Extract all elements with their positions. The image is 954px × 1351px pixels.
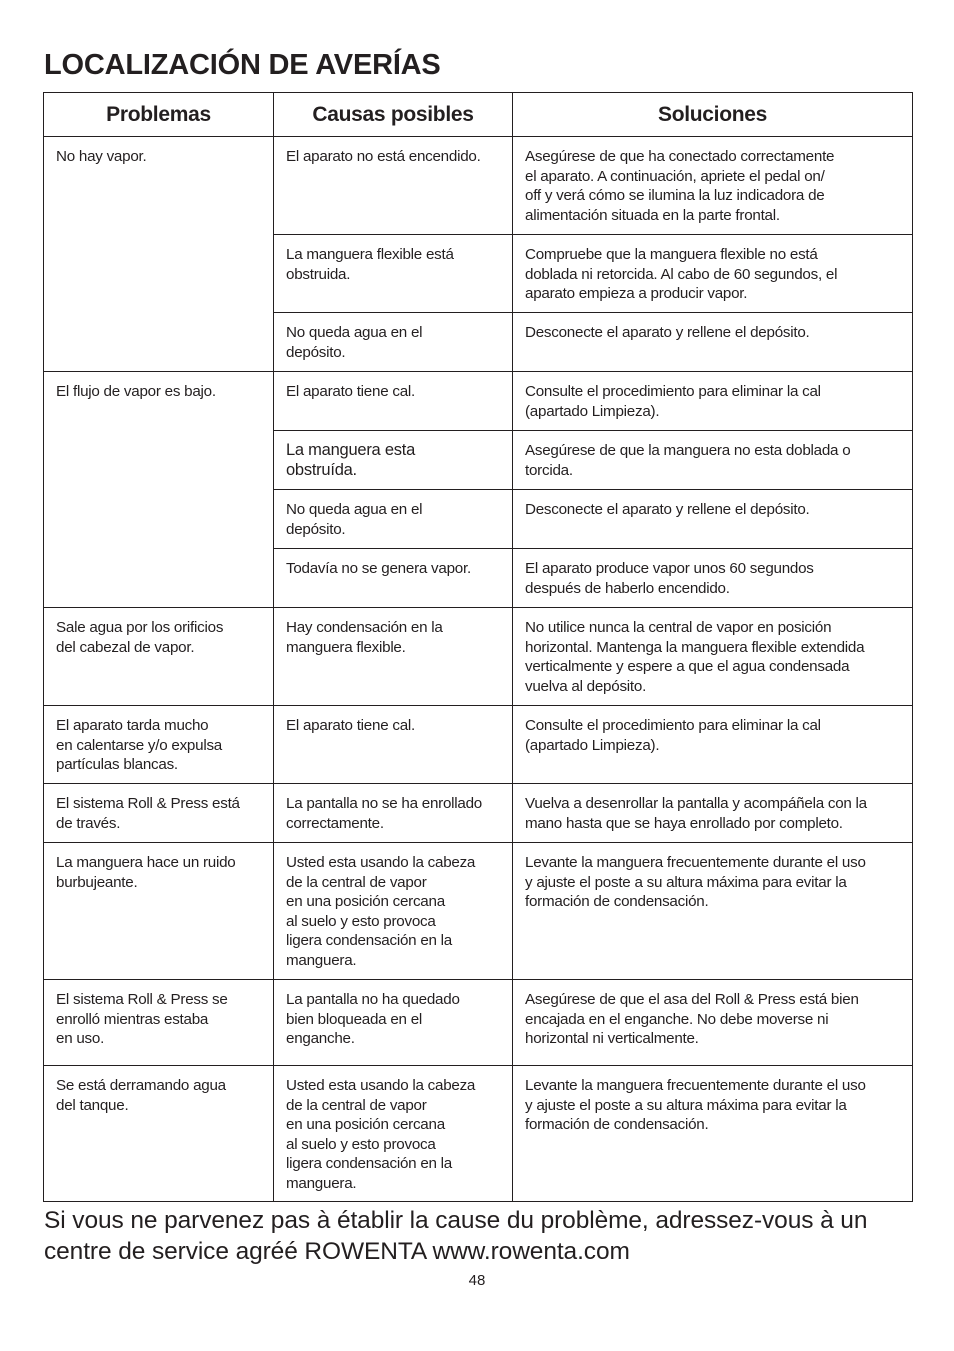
solution-cell: El aparato produce vapor unos 60 segundos después de haberlo encendido. [513, 549, 913, 608]
table-row [44, 843, 913, 980]
page-title: LOCALIZACIÓN DE AVERÍAS [44, 49, 441, 81]
solution-cell: Consulte el procedimiento para eliminar la cal (apartado Limpieza). [513, 706, 913, 784]
table-row [44, 1066, 913, 1202]
solution-cell: Desconecte el aparato y rellene el depósito. [513, 490, 913, 549]
solution-cell: Consulte el procedimiento para eliminar la cal (apartado Limpieza). [513, 372, 913, 431]
solution-cell: Asegúrese de que el asa del Roll & Press está bien encajada en el enganche. No debe moverse ni horizontal ni verticalmente. [513, 980, 913, 1066]
cause-cell: La manguera esta obstruída. [274, 431, 513, 490]
cause-cell: El aparato tiene cal. [274, 706, 513, 784]
problem-cell: El sistema Roll & Press está de través. [44, 784, 274, 843]
solution-cell: Levante la manguera frecuentemente durante el uso y ajuste el poste a su altura máxima para evitar la formación de condensación. [513, 843, 913, 980]
cause-cell: No queda agua en el depósito. [274, 313, 513, 372]
table-row [44, 137, 913, 235]
solution-cell: Asegúrese de que la manguera no esta doblada o torcida. [513, 431, 913, 490]
header-soluciones: Soluciones [513, 93, 913, 137]
problem-cell: La manguera hace un ruido burbujeante. [44, 843, 274, 980]
page-number: 48 [468, 1272, 486, 1289]
cause-cell: La pantalla no se ha enrollado correctamente. [274, 784, 513, 843]
solution-cell: Levante la manguera frecuentemente durante el uso y ajuste el poste a su altura máxima para evitar la formación de condensación. [513, 1066, 913, 1202]
problem-cell: Se está derramando agua del tanque. [44, 1066, 274, 1202]
cause-cell: No queda agua en el depósito. [274, 490, 513, 549]
solution-cell: Desconecte el aparato y rellene el depósito. [513, 313, 913, 372]
table-row [44, 608, 913, 706]
problem-cell: No hay vapor. [44, 137, 274, 372]
table-row [44, 372, 913, 431]
solution-cell: Vuelva a desenrollar la pantalla y acompáñela con la mano hasta que se haya enrollado por completo. [513, 784, 913, 843]
header-problemas: Problemas [44, 93, 274, 137]
cause-cell: Usted esta usando la cabeza de la central de vapor en una posición cercana al suelo y esto provoca ligera condensación en la manguera. [274, 843, 513, 980]
cause-cell: Usted esta usando la cabeza de la central de vapor en una posición cercana al suelo y esto provoca ligera condensación en la manguera. [274, 1066, 513, 1202]
table-header-row [44, 93, 913, 137]
header-causas: Causas posibles [274, 93, 513, 137]
problem-cell: Sale agua por los orificios del cabezal de vapor. [44, 608, 274, 706]
cause-cell: Hay condensación en la manguera flexible. [274, 608, 513, 706]
problem-cell: El aparato tarda mucho en calentarse y/o expulsa partículas blancas. [44, 706, 274, 784]
troubleshooting-table [43, 92, 913, 1202]
service-footer-note: Si vous ne parvenez pas à établir la cause du problème, adressez-vous à un centre de service agréé ROWENTA www.rowenta.com [44, 1207, 868, 1265]
table-row [44, 706, 913, 784]
solution-cell: Compruebe que la manguera flexible no está doblada ni retorcida. Al cabo de 60 segundos, el aparato empieza a producir vapor. [513, 235, 913, 313]
cause-cell: Todavía no se genera vapor. [274, 549, 513, 608]
solution-cell: No utilice nunca la central de vapor en posición horizontal. Mantenga la manguera flexible extendida verticalmente y espere a que el agua condensada vuelva al depósito. [513, 608, 913, 706]
problem-cell: El sistema Roll & Press se enrolló mientras estaba en uso. [44, 980, 274, 1066]
table-row [44, 784, 913, 843]
cause-cell: El aparato no está encendido. [274, 137, 513, 235]
problem-cell: El flujo de vapor es bajo. [44, 372, 274, 608]
cause-cell: El aparato tiene cal. [274, 372, 513, 431]
solution-cell: Asegúrese de que ha conectado correctamente el aparato. A continuación, apriete el pedal on/ off y verá cómo se ilumina la luz indicadora de alimentación situada en la parte frontal. [513, 137, 913, 235]
cause-cell: La pantalla no ha quedado bien bloqueada en el enganche. [274, 980, 513, 1066]
table-row [44, 980, 913, 1066]
cause-cell: La manguera flexible está obstruida. [274, 235, 513, 313]
